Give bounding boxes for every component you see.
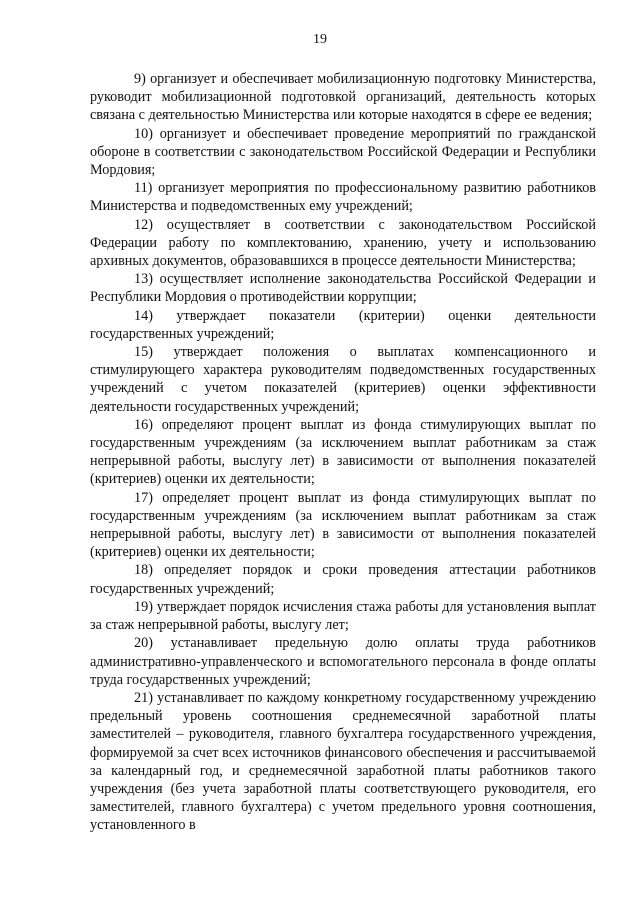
- list-item-19: 19) утверждает порядок исчисления стажа работы для установления выплат за стаж непрерывной работы, выслугу лет;: [90, 598, 596, 634]
- page-number: 19: [313, 32, 327, 47]
- list-item-17: 17) определяет процент выплат из фонда стимулирующих выплат по государственным учреждениям (за исключением выплат работникам за стаж непрерывной работы, выслугу лет) в зависимости от выполнения показателей (критериев) оценки их деятельности;: [90, 489, 596, 561]
- list-item-9: 9) организует и обеспечивает мобилизационную подготовку Министерства, руководит мобилизационной подготовкой организаций, деятельность которых связана с деятельностью Министерства или которые находятся в сфере ее ведения;: [90, 71, 596, 124]
- list-item-21: 21) устанавливает по каждому конкретному государственному учреждению предельный уровень соотношения среднемесячной заработной платы заместителей – руководителя, главного бухгалтера государственного учреждения, формируемой за счет всех источников финансового обеспечения и рассчитываемой за календарный год, и среднемесячной заработной платы работников такого учреждения (без учета заработной платы соответствующего руководителя, его заместителей, главного бухгалтера) с учетом предельного уровня соотношения, установленного в: [90, 689, 596, 834]
- list-item-11: 11) организует мероприятия по профессиональному развитию работников Министерства и подведомственных ему учреждений;: [90, 180, 596, 215]
- list-item-15: 15) утверждает положения о выплатах компенсационного и стимулирующего характера руководителям подведомственных государственных учреждений с учетом показателей (критериев) оценки эффективности деятельности государственных учреждений;: [90, 344, 596, 415]
- list-item-20: 20) устанавливает предельную долю оплаты труда работников административно-управленческого и вспомогательного персонала в фонде оплаты труда государственных учреждений;: [90, 635, 596, 688]
- list-item-18: 18) определяет порядок и сроки проведения аттестации работников государственных учреждений;: [90, 562, 596, 597]
- list-item-16: 16) определяют процент выплат из фонда стимулирующих выплат по государственным учреждениям (за исключением выплат работникам за стаж непрерывной работы, выслугу лет) в зависимости от выполнения показателей (критериев) оценки их деятельности;: [90, 416, 596, 488]
- list-item-10: 10) организует и обеспечивает проведение мероприятий по гражданской обороне в соответствии с законодательством Российской Федерации и Республики Мордовия;: [90, 125, 596, 179]
- list-item-12: 12) осуществляет в соответствии с законодательством Российской Федерации работу по комплектованию, хранению, учету и использованию архивных документов, образовавшихся в процессе деятельности Министерства;: [90, 216, 596, 270]
- list-item-14: 14) утверждает показатели (критерии) оценки деятельности государственных учреждений;: [90, 307, 596, 342]
- list-item-13: 13) осуществляет исполнение законодательства Российской Федерации и Республики Мордовия о противодействии коррупции;: [90, 271, 596, 306]
- document-body: [90, 70, 596, 835]
